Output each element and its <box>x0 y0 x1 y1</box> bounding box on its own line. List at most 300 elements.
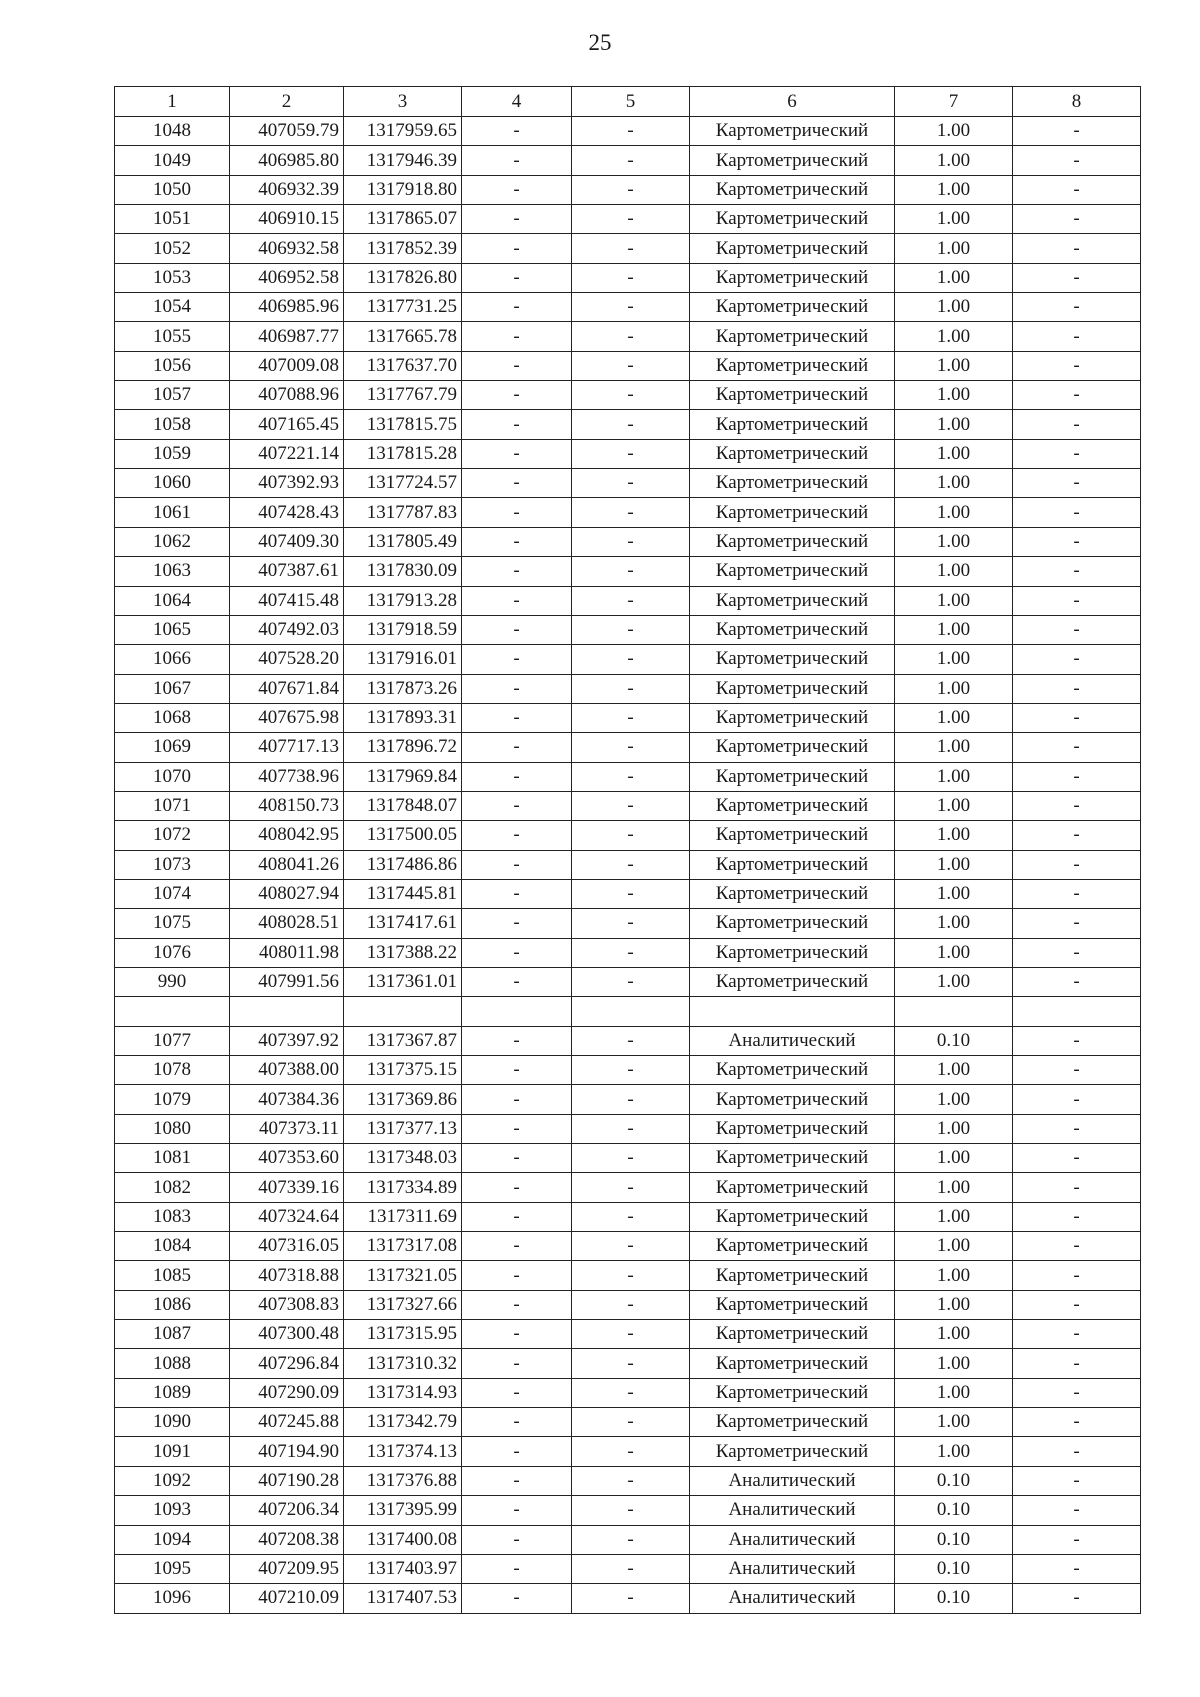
accuracy-cell: 1.00 <box>895 351 1013 380</box>
table-row <box>115 938 1141 967</box>
x-coordinate-cell: 407717.13 <box>230 733 344 762</box>
y-coordinate-cell: 1317916.01 <box>344 645 462 674</box>
column-5-cell: - <box>572 234 690 263</box>
point-number-cell: 1090 <box>115 1408 230 1437</box>
table-row <box>115 703 1141 732</box>
x-coordinate-cell: 406910.15 <box>230 205 344 234</box>
method-cell: Картометрический <box>690 1261 895 1290</box>
point-number-cell: 1087 <box>115 1320 230 1349</box>
column-5-cell: - <box>572 703 690 732</box>
table-row <box>115 674 1141 703</box>
method-cell: Аналитический <box>690 1496 895 1525</box>
y-coordinate-cell: 1317969.84 <box>344 762 462 791</box>
column-4-cell: - <box>462 146 572 175</box>
column-8-cell: - <box>1013 1261 1141 1290</box>
point-number-cell: 1048 <box>115 117 230 146</box>
method-cell: Картометрический <box>690 439 895 468</box>
point-number-cell: 1050 <box>115 175 230 204</box>
y-coordinate-cell: 1317815.28 <box>344 439 462 468</box>
point-number-cell: 1070 <box>115 762 230 791</box>
point-number-cell: 1075 <box>115 909 230 938</box>
accuracy-cell: 1.00 <box>895 938 1013 967</box>
method-cell: Картометрический <box>690 410 895 439</box>
column-4-cell: - <box>462 1085 572 1114</box>
method-cell: Картометрический <box>690 1056 895 1085</box>
method-cell: Картометрический <box>690 263 895 292</box>
method-cell: Картометрический <box>690 821 895 850</box>
column-5-cell: - <box>572 1554 690 1583</box>
method-cell: Картометрический <box>690 293 895 322</box>
accuracy-cell: 1.00 <box>895 733 1013 762</box>
table-row <box>115 879 1141 908</box>
table-row <box>115 850 1141 879</box>
y-coordinate-cell: 1317311.69 <box>344 1202 462 1231</box>
point-number-cell: 1051 <box>115 205 230 234</box>
column-8-cell: - <box>1013 1466 1141 1495</box>
method-cell: Картометрический <box>690 1290 895 1319</box>
column-5-cell: - <box>572 762 690 791</box>
y-coordinate-cell: 1317315.95 <box>344 1320 462 1349</box>
column-5-cell: - <box>572 967 690 996</box>
column-8-cell: - <box>1013 1114 1141 1143</box>
column-5-cell: - <box>572 938 690 967</box>
column-4-cell <box>462 997 572 1026</box>
column-8-cell: - <box>1013 1378 1141 1407</box>
column-4-cell: - <box>462 821 572 850</box>
x-coordinate-cell: 407194.90 <box>230 1437 344 1466</box>
column-8-cell: - <box>1013 967 1141 996</box>
column-4-cell: - <box>462 1554 572 1583</box>
y-coordinate-cell: 1317918.80 <box>344 175 462 204</box>
point-number-cell: 1071 <box>115 791 230 820</box>
table-row <box>115 469 1141 498</box>
method-cell: Аналитический <box>690 1584 895 1613</box>
table-row <box>115 1320 1141 1349</box>
point-number-cell: 1052 <box>115 234 230 263</box>
method-cell: Аналитический <box>690 1026 895 1055</box>
x-coordinate-cell: 407209.95 <box>230 1554 344 1583</box>
y-coordinate-cell: 1317317.08 <box>344 1232 462 1261</box>
column-8-cell: - <box>1013 1320 1141 1349</box>
method-cell: Картометрический <box>690 879 895 908</box>
table-row <box>115 733 1141 762</box>
y-coordinate-cell: 1317321.05 <box>344 1261 462 1290</box>
column-4-cell: - <box>462 674 572 703</box>
table-row <box>115 1085 1141 1114</box>
x-coordinate-cell: 406952.58 <box>230 263 344 292</box>
column-4-cell: - <box>462 1378 572 1407</box>
x-coordinate-cell: 407738.96 <box>230 762 344 791</box>
column-8-cell: - <box>1013 879 1141 908</box>
column-5-cell: - <box>572 1056 690 1085</box>
table-row <box>115 381 1141 410</box>
column-4-cell: - <box>462 1144 572 1173</box>
column-4-cell: - <box>462 645 572 674</box>
point-number-cell: 1086 <box>115 1290 230 1319</box>
column-8-cell: - <box>1013 821 1141 850</box>
y-coordinate-cell: 1317400.08 <box>344 1525 462 1554</box>
table-row <box>115 263 1141 292</box>
column-8-cell: - <box>1013 1173 1141 1202</box>
accuracy-cell: 1.00 <box>895 1114 1013 1143</box>
accuracy-cell: 1.00 <box>895 645 1013 674</box>
x-coordinate-cell: 408042.95 <box>230 821 344 850</box>
column-5-cell: - <box>572 381 690 410</box>
x-coordinate-cell <box>230 997 344 1026</box>
column-8-cell: - <box>1013 1584 1141 1613</box>
x-coordinate-cell: 407165.45 <box>230 410 344 439</box>
column-8-cell: - <box>1013 938 1141 967</box>
y-coordinate-cell: 1317445.81 <box>344 879 462 908</box>
x-coordinate-cell: 407206.34 <box>230 1496 344 1525</box>
accuracy-cell: 1.00 <box>895 791 1013 820</box>
accuracy-cell: 1.00 <box>895 1144 1013 1173</box>
column-4-cell: - <box>462 527 572 556</box>
accuracy-cell: 1.00 <box>895 762 1013 791</box>
column-5-cell: - <box>572 1349 690 1378</box>
x-coordinate-cell: 407397.92 <box>230 1026 344 1055</box>
method-cell: Картометрический <box>690 234 895 263</box>
x-coordinate-cell: 407290.09 <box>230 1378 344 1407</box>
accuracy-cell: 1.00 <box>895 821 1013 850</box>
column-4-cell: - <box>462 733 572 762</box>
y-coordinate-cell: 1317873.26 <box>344 674 462 703</box>
method-cell: Картометрический <box>690 146 895 175</box>
x-coordinate-cell: 407387.61 <box>230 557 344 586</box>
y-coordinate-cell: 1317852.39 <box>344 234 462 263</box>
table-row <box>115 527 1141 556</box>
column-4-cell: - <box>462 498 572 527</box>
accuracy-cell: 1.00 <box>895 1232 1013 1261</box>
method-cell: Картометрический <box>690 645 895 674</box>
column-8-cell: - <box>1013 557 1141 586</box>
y-coordinate-cell: 1317959.65 <box>344 117 462 146</box>
method-cell: Картометрический <box>690 762 895 791</box>
column-4-cell: - <box>462 1408 572 1437</box>
point-number-cell: 1068 <box>115 703 230 732</box>
y-coordinate-cell <box>344 997 462 1026</box>
point-number-cell: 1069 <box>115 733 230 762</box>
header-cell: 5 <box>572 87 690 117</box>
x-coordinate-cell: 407088.96 <box>230 381 344 410</box>
method-cell: Картометрический <box>690 1408 895 1437</box>
column-4-cell: - <box>462 381 572 410</box>
table-row <box>115 1290 1141 1319</box>
y-coordinate-cell: 1317848.07 <box>344 791 462 820</box>
x-coordinate-cell: 406985.80 <box>230 146 344 175</box>
header-cell: 1 <box>115 87 230 117</box>
table-row <box>115 909 1141 938</box>
point-number-cell: 1064 <box>115 586 230 615</box>
column-5-cell: - <box>572 1026 690 1055</box>
column-8-cell: - <box>1013 146 1141 175</box>
y-coordinate-cell: 1317348.03 <box>344 1144 462 1173</box>
table-row <box>115 1114 1141 1143</box>
column-5-cell: - <box>572 205 690 234</box>
column-5-cell: - <box>572 1320 690 1349</box>
column-4-cell: - <box>462 175 572 204</box>
column-4-cell: - <box>462 703 572 732</box>
accuracy-cell: 1.00 <box>895 469 1013 498</box>
column-8-cell: - <box>1013 615 1141 644</box>
column-8-cell: - <box>1013 498 1141 527</box>
column-8-cell: - <box>1013 1144 1141 1173</box>
accuracy-cell: 0.10 <box>895 1554 1013 1583</box>
column-4-cell: - <box>462 762 572 791</box>
column-8-cell: - <box>1013 909 1141 938</box>
x-coordinate-cell: 407296.84 <box>230 1349 344 1378</box>
method-cell: Картометрический <box>690 967 895 996</box>
table-row <box>115 1173 1141 1202</box>
accuracy-cell: 1.00 <box>895 967 1013 996</box>
column-5-cell: - <box>572 1144 690 1173</box>
point-number-cell: 1066 <box>115 645 230 674</box>
column-5-cell: - <box>572 1408 690 1437</box>
accuracy-cell: 1.00 <box>895 527 1013 556</box>
point-number-cell: 1060 <box>115 469 230 498</box>
accuracy-cell: 0.10 <box>895 1466 1013 1495</box>
column-4-cell: - <box>462 117 572 146</box>
method-cell: Картометрический <box>690 850 895 879</box>
point-number-cell: 1057 <box>115 381 230 410</box>
y-coordinate-cell: 1317327.66 <box>344 1290 462 1319</box>
method-cell: Картометрический <box>690 175 895 204</box>
method-cell: Картометрический <box>690 117 895 146</box>
column-8-cell: - <box>1013 293 1141 322</box>
point-number-cell: 1055 <box>115 322 230 351</box>
accuracy-cell: 1.00 <box>895 322 1013 351</box>
accuracy-cell: 1.00 <box>895 263 1013 292</box>
x-coordinate-cell: 407528.20 <box>230 645 344 674</box>
y-coordinate-cell: 1317946.39 <box>344 146 462 175</box>
accuracy-cell: 1.00 <box>895 175 1013 204</box>
column-8-cell: - <box>1013 1085 1141 1114</box>
method-cell: Картометрический <box>690 557 895 586</box>
point-number-cell: 1072 <box>115 821 230 850</box>
accuracy-cell: 1.00 <box>895 909 1013 938</box>
column-8-cell: - <box>1013 1408 1141 1437</box>
y-coordinate-cell: 1317361.01 <box>344 967 462 996</box>
method-cell: Картометрический <box>690 1173 895 1202</box>
table-header-row <box>115 87 1141 117</box>
column-4-cell: - <box>462 322 572 351</box>
header-cell: 7 <box>895 87 1013 117</box>
table-row <box>115 498 1141 527</box>
table-row <box>115 821 1141 850</box>
column-8-cell: - <box>1013 762 1141 791</box>
column-8-cell: - <box>1013 1437 1141 1466</box>
column-4-cell: - <box>462 1114 572 1143</box>
x-coordinate-cell: 407415.48 <box>230 586 344 615</box>
table-row <box>115 293 1141 322</box>
y-coordinate-cell: 1317731.25 <box>344 293 462 322</box>
accuracy-cell <box>895 997 1013 1026</box>
table-row <box>115 645 1141 674</box>
accuracy-cell: 1.00 <box>895 381 1013 410</box>
accuracy-cell: 1.00 <box>895 850 1013 879</box>
column-5-cell: - <box>572 821 690 850</box>
y-coordinate-cell: 1317500.05 <box>344 821 462 850</box>
y-coordinate-cell: 1317395.99 <box>344 1496 462 1525</box>
method-cell: Картометрический <box>690 703 895 732</box>
y-coordinate-cell: 1317375.15 <box>344 1056 462 1085</box>
column-8-cell: - <box>1013 1026 1141 1055</box>
column-8-cell: - <box>1013 1349 1141 1378</box>
method-cell: Картометрический <box>690 1114 895 1143</box>
point-number-cell: 1081 <box>115 1144 230 1173</box>
accuracy-cell: 1.00 <box>895 1202 1013 1231</box>
x-coordinate-cell: 408041.26 <box>230 850 344 879</box>
y-coordinate-cell: 1317805.49 <box>344 527 462 556</box>
y-coordinate-cell: 1317815.75 <box>344 410 462 439</box>
point-number-cell: 1062 <box>115 527 230 556</box>
column-4-cell: - <box>462 1290 572 1319</box>
y-coordinate-cell: 1317637.70 <box>344 351 462 380</box>
column-4-cell: - <box>462 557 572 586</box>
header-cell: 6 <box>690 87 895 117</box>
method-cell: Картометрический <box>690 1202 895 1231</box>
column-4-cell: - <box>462 439 572 468</box>
column-4-cell: - <box>462 909 572 938</box>
point-number-cell: 1061 <box>115 498 230 527</box>
table-row <box>115 791 1141 820</box>
point-number-cell: 1076 <box>115 938 230 967</box>
point-number-cell: 1049 <box>115 146 230 175</box>
table-row <box>115 234 1141 263</box>
accuracy-cell: 1.00 <box>895 234 1013 263</box>
column-5-cell: - <box>572 175 690 204</box>
table-row <box>115 1408 1141 1437</box>
method-cell: Картометрический <box>690 733 895 762</box>
accuracy-cell: 1.00 <box>895 557 1013 586</box>
method-cell <box>690 997 895 1026</box>
table-row <box>115 557 1141 586</box>
y-coordinate-cell: 1317830.09 <box>344 557 462 586</box>
header-cell: 2 <box>230 87 344 117</box>
column-8-cell: - <box>1013 527 1141 556</box>
column-4-cell: - <box>462 469 572 498</box>
point-number-cell: 1082 <box>115 1173 230 1202</box>
table-row <box>115 175 1141 204</box>
method-cell: Картометрический <box>690 674 895 703</box>
point-number-cell: 1056 <box>115 351 230 380</box>
column-8-cell: - <box>1013 175 1141 204</box>
column-4-cell: - <box>462 205 572 234</box>
column-4-cell: - <box>462 850 572 879</box>
header-cell: 3 <box>344 87 462 117</box>
table-row <box>115 1466 1141 1495</box>
point-number-cell: 1085 <box>115 1261 230 1290</box>
x-coordinate-cell: 407339.16 <box>230 1173 344 1202</box>
column-8-cell <box>1013 997 1141 1026</box>
y-coordinate-cell: 1317403.97 <box>344 1554 462 1583</box>
x-coordinate-cell: 408028.51 <box>230 909 344 938</box>
column-5-cell: - <box>572 1496 690 1525</box>
point-number-cell: 1079 <box>115 1085 230 1114</box>
point-number-cell: 1078 <box>115 1056 230 1085</box>
coordinates-table <box>114 86 1141 1614</box>
method-cell: Картометрический <box>690 381 895 410</box>
table-row <box>115 1525 1141 1554</box>
column-8-cell: - <box>1013 1232 1141 1261</box>
method-cell: Картометрический <box>690 1437 895 1466</box>
y-coordinate-cell: 1317369.86 <box>344 1085 462 1114</box>
y-coordinate-cell: 1317767.79 <box>344 381 462 410</box>
accuracy-cell: 1.00 <box>895 1261 1013 1290</box>
x-coordinate-cell: 406932.58 <box>230 234 344 263</box>
x-coordinate-cell: 407388.00 <box>230 1056 344 1085</box>
column-4-cell: - <box>462 263 572 292</box>
column-4-cell: - <box>462 791 572 820</box>
table-row <box>115 615 1141 644</box>
method-cell: Аналитический <box>690 1525 895 1554</box>
table-row <box>115 1496 1141 1525</box>
x-coordinate-cell: 407221.14 <box>230 439 344 468</box>
accuracy-cell: 1.00 <box>895 205 1013 234</box>
accuracy-cell: 1.00 <box>895 439 1013 468</box>
method-cell: Картометрический <box>690 1144 895 1173</box>
column-5-cell: - <box>572 1437 690 1466</box>
column-4-cell: - <box>462 1232 572 1261</box>
accuracy-cell: 0.10 <box>895 1496 1013 1525</box>
accuracy-cell: 1.00 <box>895 117 1013 146</box>
accuracy-cell: 1.00 <box>895 674 1013 703</box>
accuracy-cell: 1.00 <box>895 498 1013 527</box>
column-4-cell: - <box>462 615 572 644</box>
table-row <box>115 1261 1141 1290</box>
method-cell: Картометрический <box>690 469 895 498</box>
table-row <box>115 586 1141 615</box>
point-number-cell: 1058 <box>115 410 230 439</box>
x-coordinate-cell: 408150.73 <box>230 791 344 820</box>
accuracy-cell: 1.00 <box>895 586 1013 615</box>
accuracy-cell: 1.00 <box>895 146 1013 175</box>
column-4-cell: - <box>462 1056 572 1085</box>
point-number-cell: 1095 <box>115 1554 230 1583</box>
x-coordinate-cell: 406985.96 <box>230 293 344 322</box>
x-coordinate-cell: 407384.36 <box>230 1085 344 1114</box>
column-8-cell: - <box>1013 381 1141 410</box>
column-8-cell: - <box>1013 645 1141 674</box>
table-row <box>115 1437 1141 1466</box>
x-coordinate-cell: 407353.60 <box>230 1144 344 1173</box>
y-coordinate-cell: 1317417.61 <box>344 909 462 938</box>
table-row <box>115 1232 1141 1261</box>
table-row <box>115 1378 1141 1407</box>
table-row <box>115 1144 1141 1173</box>
column-4-cell: - <box>462 1261 572 1290</box>
column-8-cell: - <box>1013 205 1141 234</box>
column-4-cell: - <box>462 1466 572 1495</box>
column-4-cell: - <box>462 1320 572 1349</box>
method-cell: Картометрический <box>690 909 895 938</box>
column-8-cell: - <box>1013 1290 1141 1319</box>
y-coordinate-cell: 1317826.80 <box>344 263 462 292</box>
column-5-cell: - <box>572 410 690 439</box>
x-coordinate-cell: 407324.64 <box>230 1202 344 1231</box>
x-coordinate-cell: 407009.08 <box>230 351 344 380</box>
column-8-cell: - <box>1013 674 1141 703</box>
column-8-cell: - <box>1013 1202 1141 1231</box>
column-4-cell: - <box>462 410 572 439</box>
y-coordinate-cell: 1317310.32 <box>344 1349 462 1378</box>
accuracy-cell: 1.00 <box>895 1056 1013 1085</box>
point-number-cell: 1063 <box>115 557 230 586</box>
table-row <box>115 1056 1141 1085</box>
accuracy-cell: 1.00 <box>895 1173 1013 1202</box>
column-5-cell <box>572 997 690 1026</box>
accuracy-cell: 1.00 <box>895 1349 1013 1378</box>
